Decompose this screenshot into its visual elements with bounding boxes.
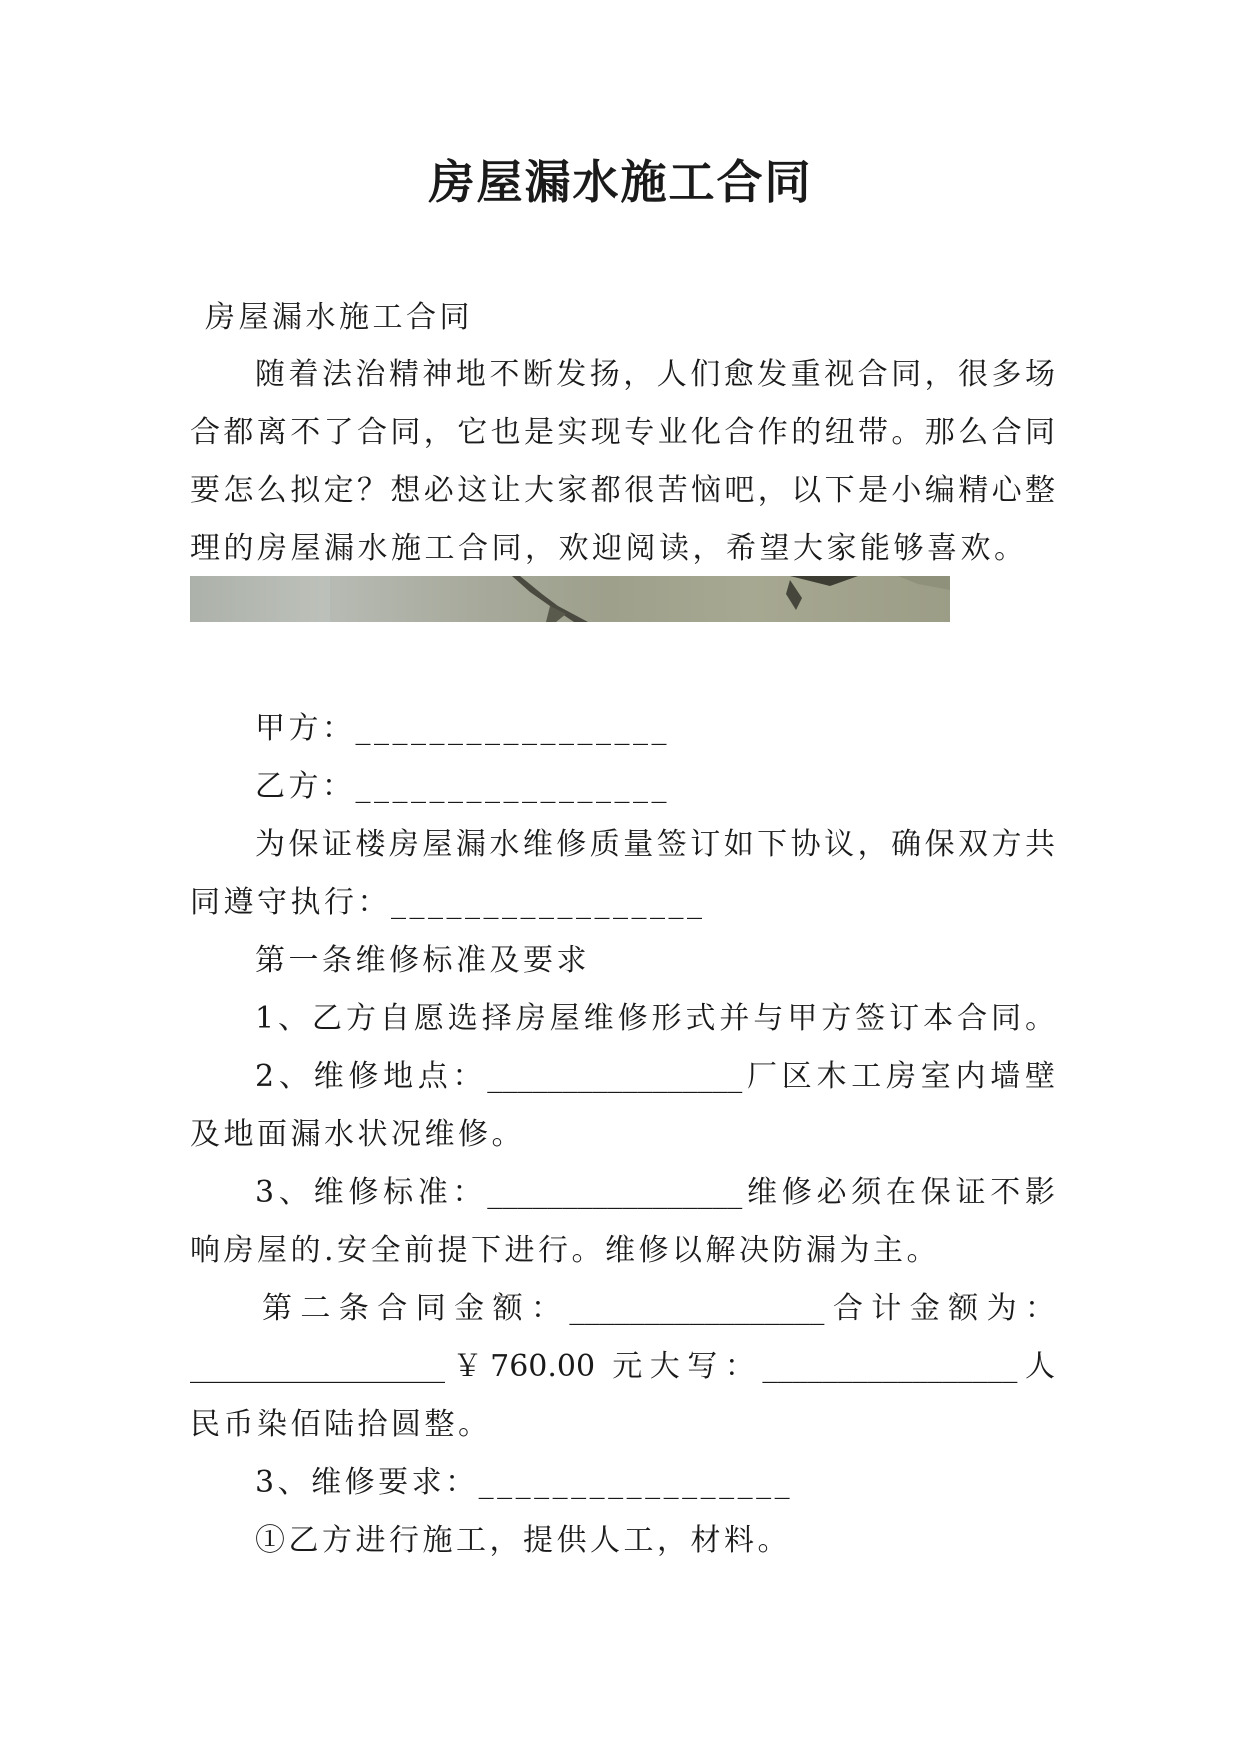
party-b-field: 乙方：_________________ — [255, 769, 670, 804]
subtitle: 房屋漏水施工合同 — [205, 300, 473, 335]
article1-item-2-line-2: 及地面漏水状况维修。 — [190, 1117, 525, 1152]
article1-item-1: 1、乙方自愿选择房屋维修形式并与甲方签订本合同。 — [255, 1001, 1055, 1036]
article1-heading: 第一条维修标准及要求 — [255, 943, 590, 978]
page-title: 房屋漏水施工合同 — [428, 155, 813, 209]
article1-item-2-line-1: 2、维修地点：_________________厂区木工房室内墙壁 — [255, 1059, 1055, 1094]
leak-photo — [190, 576, 950, 622]
article1-item-3-line-2: 响房屋的.安全前提下进行。维修以解决防漏为主。 — [190, 1233, 941, 1268]
article2-item-3-sub-1: ①乙方进行施工，提供人工，材料。 — [255, 1523, 791, 1558]
intro-line-2: 合都离不了合同，它也是实现专业化合作的纽带。那么合同 — [190, 415, 1055, 450]
party-a-field: 甲方：_________________ — [255, 711, 670, 746]
preamble-line-2: 同遵守执行：_________________ — [190, 885, 706, 920]
article1-item-3-line-1: 3、维修标准：_________________维修必须在保证不影 — [255, 1175, 1055, 1210]
article2-line-1: 第二条合同金额：_________________合计金额为： — [262, 1291, 1055, 1326]
intro-line-1: 随着法治精神地不断发扬，人们愈发重视合同，很多场 — [255, 357, 1055, 392]
article2-line-2: _________________￥760.00 元大写：_________________人 — [190, 1349, 1055, 1384]
leak-photo-graphic — [190, 576, 950, 622]
preamble-line-1: 为保证楼房屋漏水维修质量签订如下协议，确保双方共 — [255, 827, 1055, 862]
article2-item-3: 3、维修要求：_________________ — [255, 1465, 794, 1500]
intro-line-4: 理的房屋漏水施工合同，欢迎阅读，希望大家能够喜欢。 — [190, 531, 1028, 566]
intro-line-3: 要怎么拟定？想必这让大家都很苦恼吧，以下是小编精心整 — [190, 473, 1055, 508]
article2-line-3: 民币染佰陆拾圆整。 — [190, 1407, 492, 1442]
